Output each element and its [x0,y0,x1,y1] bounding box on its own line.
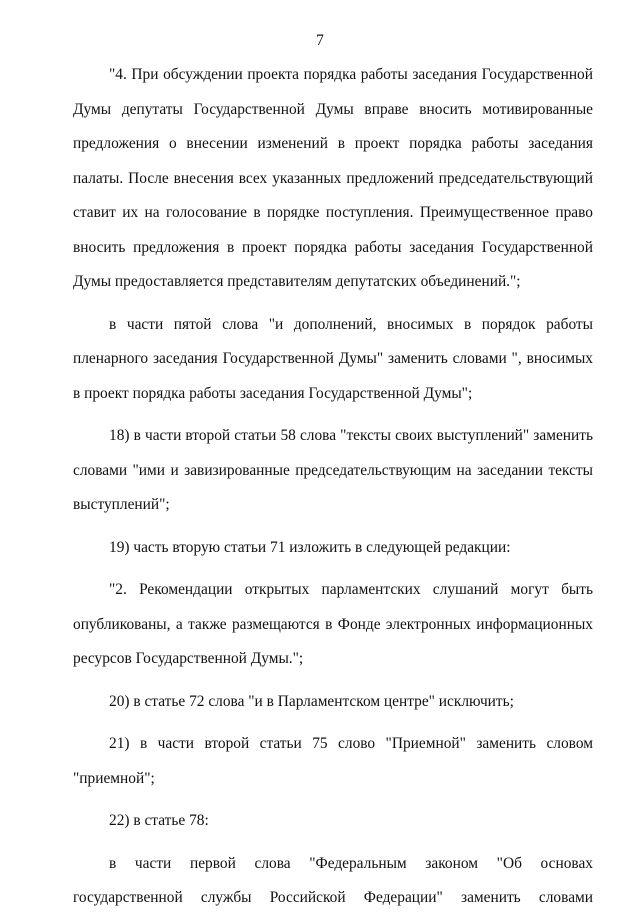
document-body [73,58,593,924]
paragraph-item-19: 19) часть вторую статьи 71 изложить в следующей редакции: [109,538,511,556]
page-number: 7 [316,32,324,49]
paragraph-quoted-item-2: "2. Рекомендации открытых парламентских слушаний могут быть опубликованы, а также размещаются в Фонде электронных информационных ресурсов Государственной Думы."; [73,581,593,667]
paragraph-quoted-item-4: "4. При обсуждении проекта порядка работы заседания Государственной Думы депутаты Государственной Думы вправе вносить мотивированные предложения о внесении изменений в проект порядка работы заседания палаты. После внесения всех указанных предложений председательствующий ставит их на голосование в порядке поступления. Преимущественное право вносить предложения в проект порядка работы заседания Государственной Думы предоставляется представителям депутатских объединений."; [73,66,593,290]
paragraph-part-five: в части пятой слова "и дополнений, вносимых в порядок работы пленарного заседания Государственной Думы" заменить словами ", вносимых в проект порядка работы заседания Государственной Думы"; [73,315,593,402]
paragraph-part-one: в части первой слова "Федеральным законом "Об основах государственной службы Российской Федерации" заменить словами [73,854,593,906]
paragraph-item-21: 21) в части второй статьи 75 слово "Приемной" заменить словом "приемной"; [73,735,593,787]
paragraph-item-22: 22) в статье 78: [109,812,209,829]
paragraph-item-18: 18) в части второй статьи 58 слова "тексты своих выступлений" заменить словами "ими и завизированные председательствующим на заседании тексты выступлений"; [73,427,593,513]
paragraph-item-20: 20) в статье 72 слова "и в Парламентском центре" исключить; [109,692,514,710]
